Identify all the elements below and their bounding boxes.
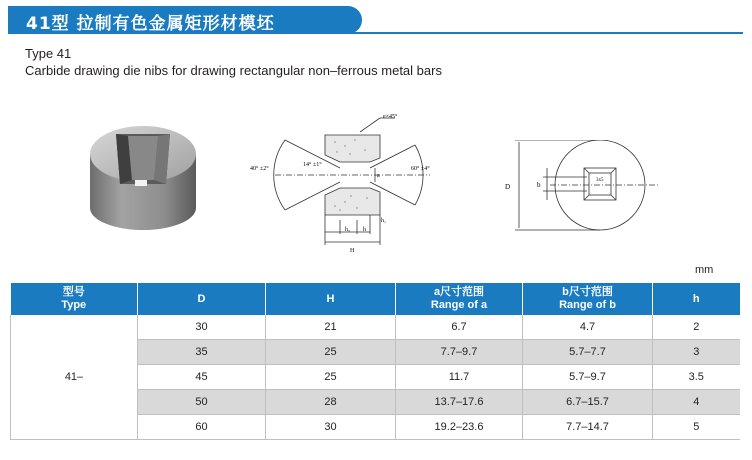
dim-h1-label: h₁ [381,218,387,224]
cell-h: 3 [653,340,740,365]
section-title: 41型 拉制有色金属矩形材模坯 [26,14,275,34]
dim-h2-label: h₂ [345,227,351,233]
section-header [0,0,752,34]
cell-d: 60 [138,415,266,440]
cell-H: 28 [266,390,396,415]
cell-d: 45 [138,365,266,390]
table-header-row [11,283,740,315]
cross-section-drawing [245,110,445,260]
cell-b: 5.7–9.7 [523,365,653,390]
cell-a: 19.2–23.6 [396,415,523,440]
type-description: Carbide drawing die nibs for drawing rectangular non–ferrous metal bars [25,63,442,78]
cell-a: 11.7 [396,365,523,390]
table-row [11,315,740,340]
cell-b: 4.7 [523,315,653,340]
dim-h-label: h [363,227,366,233]
angle-out-label: 60° ±4° [411,166,430,172]
spec-table [10,283,740,440]
type-label: Type 41 [25,46,72,61]
cell-d: 50 [138,390,266,415]
angle-mid-label: 14° [303,162,312,168]
angle-tol-label: ±1° [313,162,322,168]
cell-a: 6.7 [396,315,523,340]
chamfer-label: e×45° [383,114,398,120]
cell-b: 6.7–15.7 [523,390,653,415]
header-model: 型号 Type [11,283,138,315]
cell-H: 25 [266,340,396,365]
dim-H-label: H [350,248,355,254]
top-view-drawing [495,140,665,240]
cell-d: 35 [138,340,266,365]
cell-d: 30 [138,315,266,340]
cell-h: 2 [653,315,740,340]
die-nib-photo [88,122,198,232]
cell-a: 7.7–9.7 [396,340,523,365]
cell-h: 5 [653,415,740,440]
cell-H: 30 [266,415,396,440]
cell-a: 13.7–17.6 [396,390,523,415]
dim-D-label: D [505,183,511,191]
header-d: D [138,283,266,315]
cell-b: 5.7–7.7 [523,340,653,365]
dim-a-label: a [377,173,380,179]
header-H: H [266,283,396,315]
header-h: h [653,283,740,315]
model-cell: 41– [11,315,138,440]
dim-b-label: b [537,181,541,189]
unit-label: mm [695,264,714,276]
angle-in-label: 40° ±2° [250,166,269,172]
cell-h: 4 [653,390,740,415]
cell-b: 7.7–14.7 [523,415,653,440]
cell-h: 3.5 [653,365,740,390]
cell-H: 25 [266,365,396,390]
marking-label: 3x5 [596,178,604,183]
cell-H: 21 [266,315,396,340]
header-b-range: b尺寸范围 Range of b [523,283,653,315]
header-a-range: a尺寸范围 Range of a [396,283,523,315]
